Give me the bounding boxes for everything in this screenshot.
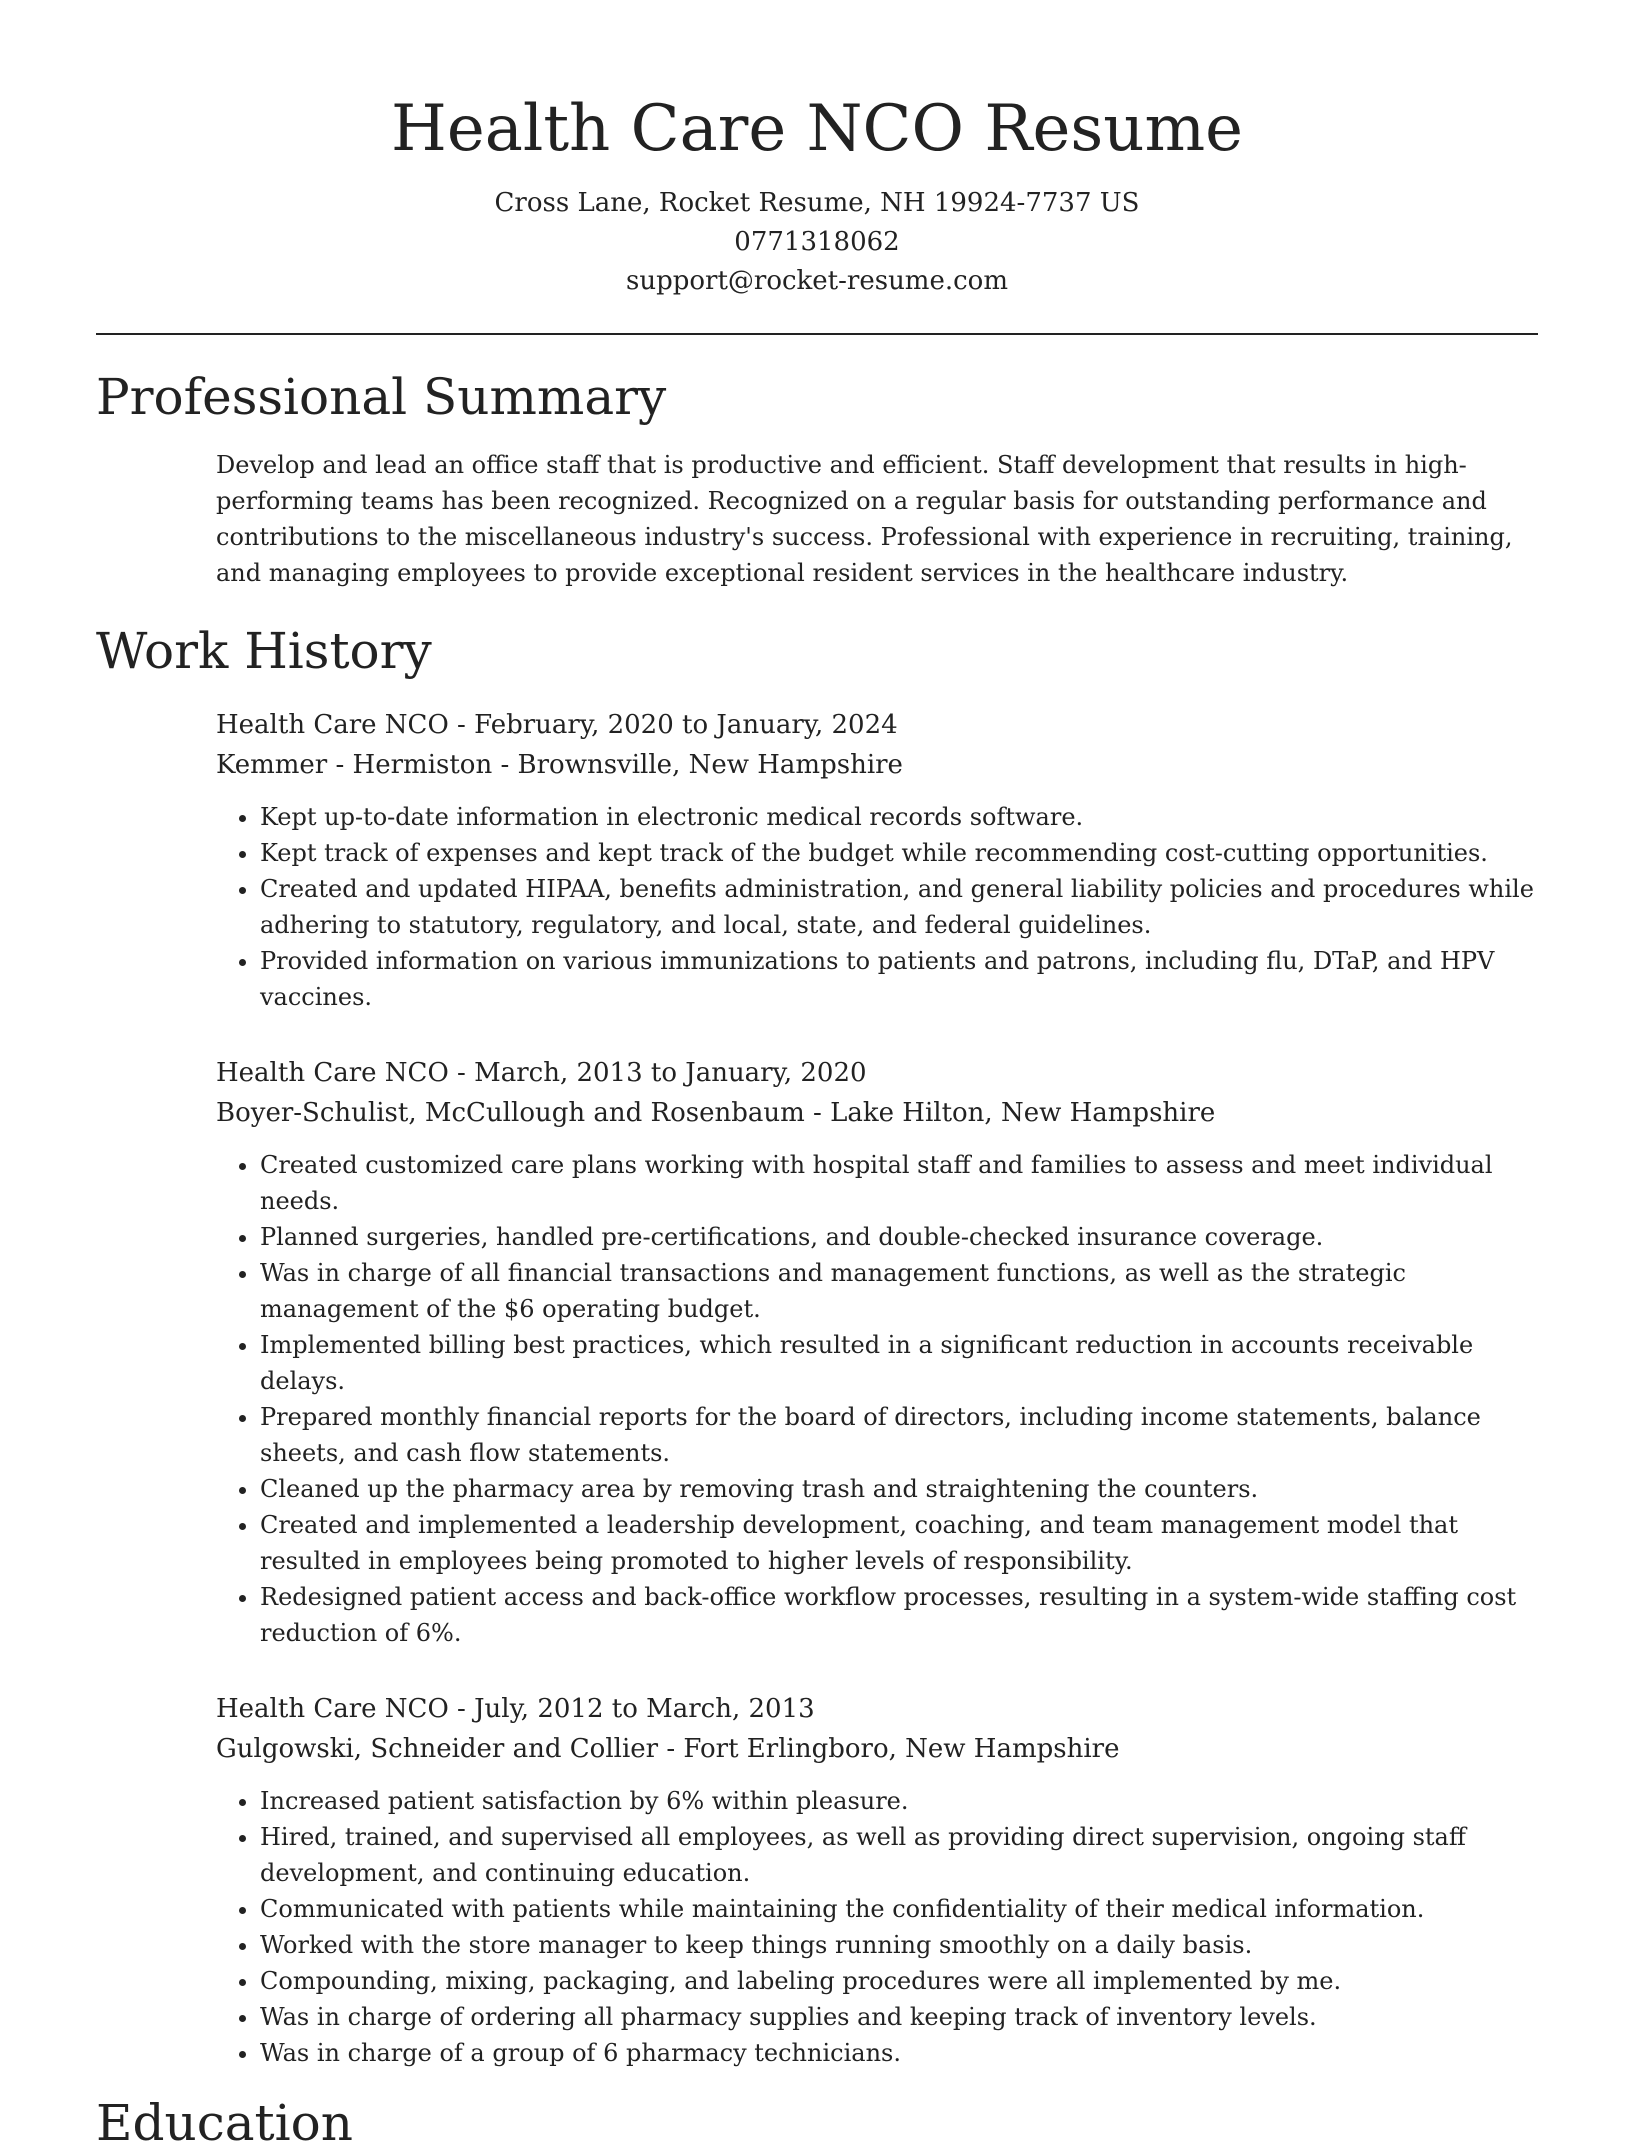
email: support@rocket-resume.com [625, 266, 1008, 296]
job-employer-line [216, 745, 1538, 785]
job-duty: • Increased patient satisfaction by 6% within pleasure. [260, 1783, 1538, 1819]
job-duty: • Planned surgeries, handled pre-certifications, and double-checked insurance coverage. [260, 1219, 1538, 1255]
job-employer-line [216, 1093, 1538, 1133]
job-duty: • Kept up-to-date information in electronic medical records software. [260, 799, 1538, 835]
job-entry [216, 1053, 1538, 1651]
job-duty: • Was in charge of all financial transactions and management functions, as well as the strategic management of the $6 operating budget. [260, 1255, 1538, 1327]
job-title-dates: Health Care NCO - March, 2013 to January, 2020 [216, 1058, 867, 1088]
job-duty: • Created and implemented a leadership development, coaching, and team management model that resulted in employees being promoted to higher levels of responsibility. [260, 1507, 1538, 1579]
education-heading: Education [96, 2094, 353, 2152]
job-duty: • Communicated with patients while maintaining the confidentiality of their medical information. [260, 1891, 1538, 1927]
job-duty: • Worked with the store manager to keep things running smoothly on a daily basis. [260, 1927, 1538, 1963]
job-entry [216, 1689, 1538, 2071]
job-location: - Fort Erlingboro, New Hampshire [658, 1734, 1120, 1764]
job-employer: Kemmer - Hermiston [216, 750, 493, 780]
job-location: - Lake Hilton, New Hampshire [804, 1098, 1216, 1128]
job-entry [216, 705, 1538, 1015]
job-duty: • Was in charge of a group of 6 pharmacy technicians. [260, 2035, 1538, 2071]
job-duty: • Provided information on various immunizations to patients and patrons, including flu, DTaP, and HPV vaccines. [260, 943, 1538, 1015]
job-title-dates: Health Care NCO - February, 2020 to January, 2024 [216, 710, 898, 740]
job-duty: • Hired, trained, and supervised all employees, as well as providing direct supervision, ongoing staff development, and continuing education. [260, 1819, 1538, 1891]
job-duties [216, 1147, 1538, 1651]
summary-heading: Professional Summary [96, 368, 667, 426]
job-title-dates: Health Care NCO - July, 2012 to March, 2013 [216, 1694, 815, 1724]
job-duty: • Created customized care plans working with hospital staff and families to assess and meet individual needs. [260, 1147, 1538, 1219]
work-history-heading: Work History [96, 622, 432, 680]
work-history-list [216, 705, 1538, 2071]
header-divider [96, 333, 1538, 335]
job-duty: • Cleaned up the pharmacy area by removing trash and straightening the counters. [260, 1471, 1538, 1507]
job-employer: Gulgowski, Schneider and Collier [216, 1734, 659, 1764]
job-location: - Brownsville, New Hampshire [492, 750, 903, 780]
job-employer-line [216, 1729, 1538, 1769]
job-duty: • Implemented billing best practices, which resulted in a significant reduction in accounts receivable delays. [260, 1327, 1538, 1399]
job-duties [216, 1783, 1538, 2071]
job-duty: • Kept track of expenses and kept track of the budget while recommending cost-cutting opportunities. [260, 835, 1538, 871]
resume-header [96, 84, 1538, 301]
summary-text: Develop and lead an office staff that is productive and efficient. Staff development that results in high-performing teams has been recognized. Recognized on a regular basis for outstanding performance and contributions to the miscellaneous industry's success. Professional with experience in recruiting, training, and managing employees to provide exceptional resident services in the healthcare industry. [216, 451, 1513, 587]
address: Cross Lane, Rocket Resume, NH 19924-7737 US [494, 188, 1140, 218]
job-duties [216, 799, 1538, 1015]
job-duty: • Redesigned patient access and back-office workflow processes, resulting in a system-wide staffing cost reduction of 6%. [260, 1579, 1538, 1651]
job-duty: • Was in charge of ordering all pharmacy supplies and keeping track of inventory levels. [260, 1999, 1538, 2035]
job-duty: • Prepared monthly financial reports for the board of directors, including income statements, balance sheets, and cash flow statements. [260, 1399, 1538, 1471]
job-duty: • Created and updated HIPAA, benefits administration, and general liability policies and procedures while adhering to statutory, regulatory, and local, state, and federal guidelines. [260, 871, 1538, 943]
phone: 0771318062 [734, 227, 900, 257]
resume-title: Health Care NCO Resume [391, 92, 1243, 166]
job-duty: • Compounding, mixing, packaging, and labeling procedures were all implemented by me. [260, 1963, 1538, 1999]
job-employer: Boyer-Schulist, McCullough and Rosenbaum [216, 1098, 805, 1128]
contact-info [96, 184, 1538, 301]
resume-page [96, 0, 1538, 2155]
